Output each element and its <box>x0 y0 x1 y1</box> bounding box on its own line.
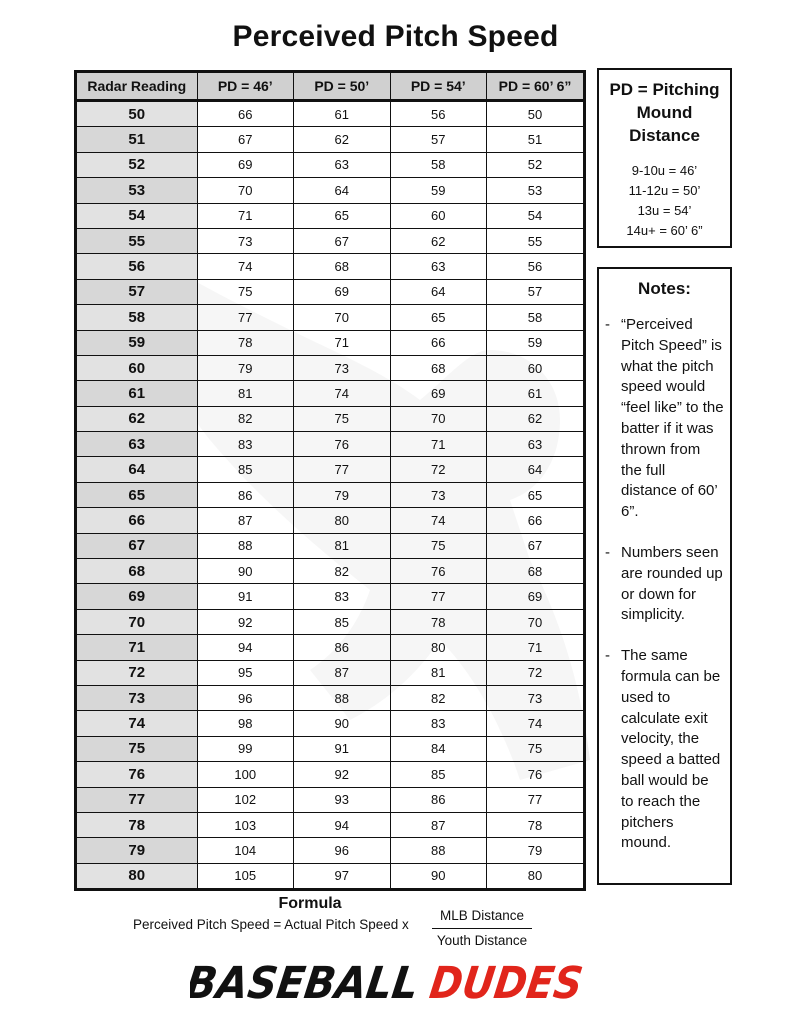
perceived-speed-cell: 71 <box>390 432 487 457</box>
perceived-speed-cell: 70 <box>197 178 294 203</box>
perceived-speed-cell: 60 <box>487 355 584 380</box>
perceived-speed-cell: 77 <box>294 457 391 482</box>
radar-reading-cell: 77 <box>77 787 197 812</box>
perceived-speed-cell: 64 <box>487 457 584 482</box>
table-row <box>77 228 583 253</box>
table-row <box>77 457 583 482</box>
perceived-speed-cell: 74 <box>294 381 391 406</box>
perceived-speed-cell: 71 <box>197 203 294 228</box>
radar-reading-cell: 52 <box>77 152 197 177</box>
perceived-speed-cell: 98 <box>197 711 294 736</box>
perceived-speed-cell: 104 <box>197 838 294 863</box>
perceived-speed-cell: 71 <box>487 635 584 660</box>
perceived-speed-cell: 94 <box>197 635 294 660</box>
perceived-speed-cell: 61 <box>487 381 584 406</box>
fraction-bar <box>432 928 532 929</box>
perceived-speed-cell: 67 <box>294 228 391 253</box>
table-row <box>77 101 583 127</box>
perceived-speed-cell: 94 <box>294 812 391 837</box>
perceived-speed-cell: 102 <box>197 787 294 812</box>
perceived-speed-cell: 87 <box>294 660 391 685</box>
table-row <box>77 254 583 279</box>
formula <box>133 906 553 950</box>
perceived-speed-cell: 82 <box>294 559 391 584</box>
table-row <box>77 660 583 685</box>
radar-reading-cell: 80 <box>77 863 197 888</box>
table-body <box>77 101 583 889</box>
perceived-speed-cell: 56 <box>487 254 584 279</box>
perceived-speed-cell: 76 <box>487 762 584 787</box>
perceived-speed-cell: 85 <box>197 457 294 482</box>
legend-line: 9-10u = 46’ <box>631 163 698 178</box>
radar-reading-cell: 78 <box>77 812 197 837</box>
radar-reading-cell: 79 <box>77 838 197 863</box>
table-row <box>77 559 583 584</box>
radar-reading-cell: 63 <box>77 432 197 457</box>
pitch-speed-table <box>74 70 586 891</box>
table-row <box>77 762 583 787</box>
note-text: Numbers seen are rounded up or down for simplicity. <box>621 543 723 624</box>
perceived-speed-cell: 59 <box>390 178 487 203</box>
perceived-speed-cell: 60 <box>390 203 487 228</box>
radar-reading-cell: 58 <box>77 305 197 330</box>
radar-reading-cell: 66 <box>77 508 197 533</box>
table-row <box>77 812 583 837</box>
perceived-speed-cell: 70 <box>390 406 487 431</box>
radar-reading-cell: 57 <box>77 279 197 304</box>
radar-reading-cell: 70 <box>77 609 197 634</box>
radar-reading-cell: 73 <box>77 685 197 710</box>
perceived-speed-cell: 68 <box>390 355 487 380</box>
header-pd-60-6: PD = 60’ 6” <box>487 73 584 101</box>
header-pd-50: PD = 50’ <box>294 73 391 101</box>
notes-list <box>599 315 730 854</box>
perceived-speed-cell: 90 <box>294 711 391 736</box>
table-row <box>77 609 583 634</box>
perceived-speed-cell: 73 <box>487 685 584 710</box>
table-row <box>77 838 583 863</box>
radar-reading-cell: 75 <box>77 736 197 761</box>
perceived-speed-cell: 51 <box>487 127 584 152</box>
perceived-speed-cell: 79 <box>294 482 391 507</box>
perceived-speed-cell: 56 <box>390 101 487 127</box>
perceived-speed-cell: 80 <box>487 863 584 888</box>
perceived-speed-cell: 96 <box>197 685 294 710</box>
legend-line: 13u = 54’ <box>637 203 692 218</box>
perceived-speed-cell: 73 <box>197 228 294 253</box>
perceived-speed-cell: 62 <box>487 406 584 431</box>
perceived-speed-cell: 71 <box>294 330 391 355</box>
logo-word-baseball: BASEBALL <box>190 958 443 1006</box>
note-item <box>599 646 730 854</box>
formula-title: Formula <box>278 895 342 912</box>
perceived-speed-cell: 87 <box>390 812 487 837</box>
radar-reading-cell: 68 <box>77 559 197 584</box>
perceived-speed-cell: 50 <box>487 101 584 127</box>
perceived-speed-cell: 92 <box>294 762 391 787</box>
perceived-speed-cell: 78 <box>390 609 487 634</box>
table-row <box>77 736 583 761</box>
radar-reading-cell: 54 <box>77 203 197 228</box>
perceived-speed-cell: 86 <box>294 635 391 660</box>
perceived-speed-cell: 75 <box>390 533 487 558</box>
perceived-speed-cell: 63 <box>390 254 487 279</box>
formula-denominator: Youth Distance <box>436 933 528 948</box>
perceived-speed-cell: 78 <box>487 812 584 837</box>
table-row <box>77 127 583 152</box>
baseball-dudes-logo <box>190 956 590 1006</box>
radar-reading-cell: 61 <box>77 381 197 406</box>
perceived-speed-cell: 93 <box>294 787 391 812</box>
perceived-speed-cell: 75 <box>294 406 391 431</box>
perceived-speed-cell: 90 <box>197 559 294 584</box>
table-row <box>77 787 583 812</box>
perceived-speed-cell: 65 <box>390 305 487 330</box>
perceived-speed-cell: 86 <box>390 787 487 812</box>
logo-word-dudes: DUDES <box>426 958 590 1006</box>
radar-reading-cell: 72 <box>77 660 197 685</box>
legend-lines <box>599 161 730 241</box>
perceived-speed-cell: 69 <box>294 279 391 304</box>
radar-reading-cell: 62 <box>77 406 197 431</box>
perceived-speed-cell: 91 <box>197 584 294 609</box>
perceived-speed-cell: 59 <box>487 330 584 355</box>
perceived-speed-cell: 68 <box>487 559 584 584</box>
perceived-speed-cell: 77 <box>487 787 584 812</box>
perceived-speed-cell: 72 <box>487 660 584 685</box>
perceived-speed-cell: 103 <box>197 812 294 837</box>
perceived-speed-cell: 52 <box>487 152 584 177</box>
perceived-speed-cell: 82 <box>197 406 294 431</box>
legend-line: 11-12u = 50’ <box>628 183 701 198</box>
perceived-speed-cell: 91 <box>294 736 391 761</box>
header-radar-reading: Radar Reading <box>77 73 197 101</box>
table-row <box>77 635 583 660</box>
radar-reading-cell: 64 <box>77 457 197 482</box>
perceived-speed-cell: 69 <box>487 584 584 609</box>
perceived-speed-cell: 53 <box>487 178 584 203</box>
perceived-speed-cell: 74 <box>487 711 584 736</box>
perceived-speed-cell: 62 <box>294 127 391 152</box>
legend-line: 14u+ = 60’ 6” <box>626 223 703 238</box>
perceived-speed-cell: 81 <box>390 660 487 685</box>
radar-reading-cell: 50 <box>77 101 197 127</box>
notes-title: Notes: <box>638 279 691 298</box>
radar-reading-cell: 67 <box>77 533 197 558</box>
table-header-row <box>77 73 583 101</box>
formula-lhs: Perceived Pitch Speed = Actual Pitch Speed x <box>133 917 409 932</box>
perceived-speed-cell: 77 <box>390 584 487 609</box>
radar-reading-cell: 60 <box>77 355 197 380</box>
perceived-speed-cell: 80 <box>294 508 391 533</box>
perceived-speed-cell: 68 <box>294 254 391 279</box>
perceived-speed-cell: 88 <box>390 838 487 863</box>
table-row <box>77 406 583 431</box>
table-row <box>77 203 583 228</box>
table-row <box>77 584 583 609</box>
perceived-speed-cell: 96 <box>294 838 391 863</box>
radar-reading-cell: 74 <box>77 711 197 736</box>
perceived-speed-cell: 100 <box>197 762 294 787</box>
radar-reading-cell: 55 <box>77 228 197 253</box>
perceived-speed-cell: 78 <box>197 330 294 355</box>
perceived-speed-cell: 90 <box>390 863 487 888</box>
radar-reading-cell: 76 <box>77 762 197 787</box>
perceived-speed-cell: 57 <box>487 279 584 304</box>
pitching-distance-legend <box>597 68 732 248</box>
perceived-speed-cell: 73 <box>294 355 391 380</box>
perceived-speed-cell: 70 <box>294 305 391 330</box>
table-row <box>77 330 583 355</box>
table-row <box>77 482 583 507</box>
perceived-speed-cell: 83 <box>294 584 391 609</box>
perceived-speed-cell: 85 <box>390 762 487 787</box>
perceived-speed-cell: 84 <box>390 736 487 761</box>
radar-reading-cell: 53 <box>77 178 197 203</box>
perceived-speed-cell: 83 <box>390 711 487 736</box>
table-row <box>77 685 583 710</box>
table-row <box>77 305 583 330</box>
perceived-speed-cell: 86 <box>197 482 294 507</box>
perceived-speed-cell: 62 <box>390 228 487 253</box>
note-text: The same formula can be used to calculate exit velocity, the speed a batted ball would be to reach the pitchers mound. <box>621 647 721 852</box>
notes-box <box>597 267 732 885</box>
page-title: Perceived Pitch Speed <box>232 20 559 53</box>
dash-bullet-icon: - <box>605 316 610 333</box>
perceived-speed-cell: 69 <box>197 152 294 177</box>
perceived-speed-cell: 74 <box>197 254 294 279</box>
table-row <box>77 863 583 888</box>
perceived-speed-cell: 58 <box>487 305 584 330</box>
perceived-speed-cell: 87 <box>197 508 294 533</box>
header-pd-46: PD = 46’ <box>197 73 294 101</box>
table-row <box>77 178 583 203</box>
perceived-speed-cell: 64 <box>294 178 391 203</box>
perceived-speed-cell: 69 <box>390 381 487 406</box>
perceived-speed-cell: 79 <box>487 838 584 863</box>
table-row <box>77 279 583 304</box>
table-row <box>77 711 583 736</box>
radar-reading-cell: 51 <box>77 127 197 152</box>
perceived-speed-cell: 70 <box>487 609 584 634</box>
note-item <box>599 315 730 523</box>
radar-reading-cell: 71 <box>77 635 197 660</box>
perceived-speed-cell: 65 <box>487 482 584 507</box>
perceived-speed-cell: 95 <box>197 660 294 685</box>
perceived-speed-cell: 75 <box>487 736 584 761</box>
perceived-speed-cell: 55 <box>487 228 584 253</box>
table-row <box>77 533 583 558</box>
perceived-speed-cell: 58 <box>390 152 487 177</box>
perceived-speed-cell: 63 <box>487 432 584 457</box>
perceived-speed-cell: 66 <box>197 101 294 127</box>
perceived-speed-cell: 92 <box>197 609 294 634</box>
perceived-speed-cell: 73 <box>390 482 487 507</box>
perceived-speed-cell: 76 <box>390 559 487 584</box>
perceived-speed-cell: 54 <box>487 203 584 228</box>
perceived-speed-cell: 76 <box>294 432 391 457</box>
table-row <box>77 432 583 457</box>
perceived-speed-cell: 97 <box>294 863 391 888</box>
perceived-speed-cell: 105 <box>197 863 294 888</box>
formula-numerator: MLB Distance <box>439 908 525 923</box>
dash-bullet-icon: - <box>605 543 610 561</box>
header-pd-54: PD = 54’ <box>390 73 487 101</box>
perceived-speed-cell: 82 <box>390 685 487 710</box>
perceived-speed-cell: 67 <box>197 127 294 152</box>
perceived-speed-cell: 61 <box>294 101 391 127</box>
perceived-speed-cell: 88 <box>294 685 391 710</box>
perceived-speed-cell: 74 <box>390 508 487 533</box>
perceived-speed-cell: 67 <box>487 533 584 558</box>
formula-fraction <box>432 906 532 950</box>
perceived-speed-cell: 77 <box>197 305 294 330</box>
perceived-speed-cell: 66 <box>487 508 584 533</box>
radar-reading-cell: 59 <box>77 330 197 355</box>
perceived-speed-cell: 99 <box>197 736 294 761</box>
radar-reading-cell: 56 <box>77 254 197 279</box>
perceived-speed-cell: 66 <box>390 330 487 355</box>
perceived-speed-cell: 81 <box>197 381 294 406</box>
perceived-speed-cell: 88 <box>197 533 294 558</box>
perceived-speed-cell: 63 <box>294 152 391 177</box>
table-row <box>77 508 583 533</box>
radar-reading-cell: 69 <box>77 584 197 609</box>
perceived-speed-cell: 75 <box>197 279 294 304</box>
perceived-speed-cell: 65 <box>294 203 391 228</box>
perceived-speed-cell: 64 <box>390 279 487 304</box>
perceived-speed-cell: 85 <box>294 609 391 634</box>
radar-reading-cell: 65 <box>77 482 197 507</box>
perceived-speed-cell: 80 <box>390 635 487 660</box>
note-text: “Perceived Pitch Speed” is what the pitch speed would “feel like” to the batter if it was thrown from the full distance of 60’ 6”. <box>621 316 724 521</box>
perceived-speed-cell: 83 <box>197 432 294 457</box>
dash-bullet-icon: - <box>605 647 610 665</box>
perceived-speed-cell: 79 <box>197 355 294 380</box>
perceived-speed-cell: 81 <box>294 533 391 558</box>
table-row <box>77 381 583 406</box>
table-row <box>77 355 583 380</box>
note-item <box>599 543 730 626</box>
table-row <box>77 152 583 177</box>
perceived-speed-cell: 72 <box>390 457 487 482</box>
legend-title: PD = Pitching Mound Distance <box>609 80 720 145</box>
perceived-speed-cell: 57 <box>390 127 487 152</box>
